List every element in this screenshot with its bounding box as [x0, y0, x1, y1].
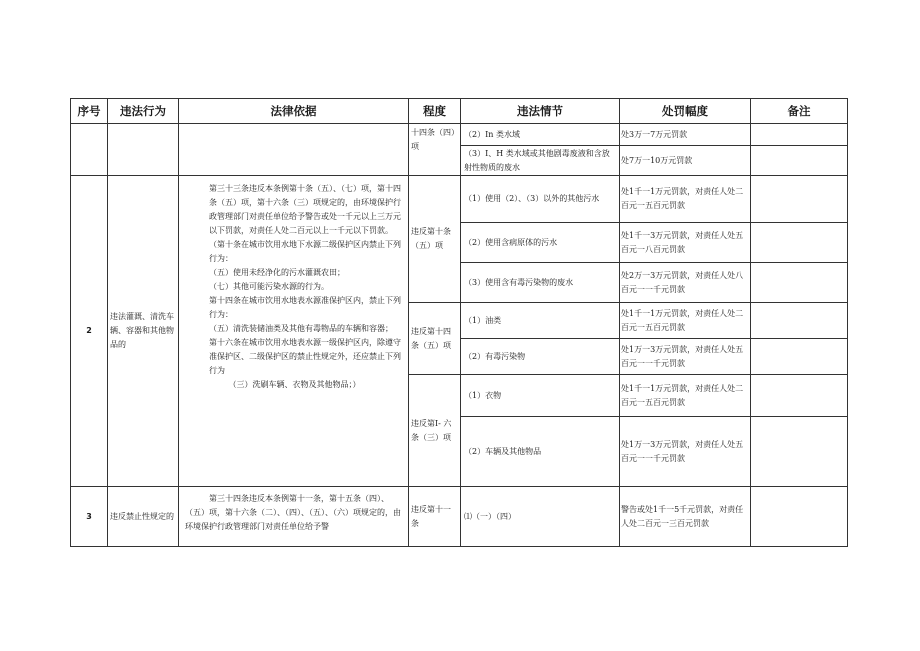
remarks-cell: [751, 176, 848, 223]
situation-cell: （1）衣物: [461, 375, 620, 417]
row2-degree-1: 违反第十条（五）项: [409, 176, 461, 303]
situation-cell: （2）车辆及其他物品: [461, 417, 620, 487]
situation-cell: （1）使用（2）、（3）以外的其他污水: [461, 176, 620, 223]
header-no: 序号: [71, 99, 108, 124]
header-remarks: 备注: [751, 99, 848, 124]
cont-degree-cell: 十四条（四）项: [409, 124, 461, 176]
situation-cell: （1）油类: [461, 303, 620, 339]
situation-cell: （2）使用含病原体的污水: [461, 223, 620, 263]
row2-act: 违法灌溉、清洗车辆、容器和其他物品的: [108, 176, 179, 487]
remarks-cell: [751, 487, 848, 547]
cont-basis-cell: [179, 124, 409, 176]
remarks-cell: [751, 303, 848, 339]
basis-paragraph: （七）其他可能污染水源的行为。: [209, 282, 329, 291]
situation-cell: （2）In 类水域: [461, 124, 620, 146]
header-degree: 程度: [409, 99, 461, 124]
row3-act: 违反禁止性规定的: [108, 487, 179, 547]
penalty-cell: 处1千一1万元罚款，对责任人处二百元一五百元罚款: [620, 176, 751, 223]
penalty-cell: 处7万一10万元罚款: [620, 146, 751, 176]
situation-cell: ⑴（一）（四）: [461, 487, 620, 547]
basis-paragraph: （五）清洗装储油类及其他有毒物品的车辆和容器；: [209, 324, 393, 333]
table-row: [71, 487, 848, 547]
basis-paragraph: （五）使用未经净化的污水灌溉农田；: [209, 268, 345, 277]
penalty-cell: 处2万一3万元罚款，对责任人处八百元一一千元罚款: [620, 263, 751, 303]
situation-cell: （3）I、H 类水域或其他剧毒废液和含放射性物质的废水: [461, 146, 620, 176]
header-act: 违法行为: [108, 99, 179, 124]
remarks-cell: [751, 375, 848, 417]
row2-degree-2: 违反第十四条（五）项: [409, 303, 461, 375]
remarks-cell: [751, 339, 848, 375]
penalty-cell: 处1千一3万元罚款，对责任人处五百元一八百元罚款: [620, 223, 751, 263]
remarks-cell: [751, 417, 848, 487]
penalty-cell: 处1千一1万元罚款，对责任人处二百元一五百元罚款: [620, 303, 751, 339]
row2-degree-3: 违反第I- 六 条（三）项: [409, 375, 461, 487]
row2-no: 2: [71, 176, 108, 487]
penalty-table: [70, 98, 848, 547]
header-penalty: 处罚幅度: [620, 99, 751, 124]
table-row: [71, 124, 848, 146]
row2-basis: [179, 176, 409, 487]
remarks-cell: [751, 124, 848, 146]
basis-paragraph: 第十四条在城市饮用水地表水源准保护区内，禁止下列行为：: [209, 296, 401, 319]
penalty-cell: 处3万一7万元罚款: [620, 124, 751, 146]
row3-no: 3: [71, 487, 108, 547]
penalty-cell: 警告或处1千一5千元罚款，对责任人处二百元一三百元罚款: [620, 487, 751, 547]
situation-cell: （3）使用含有毒污染物的废水: [461, 263, 620, 303]
remarks-cell: [751, 263, 848, 303]
header-situation: 违法情节: [461, 99, 620, 124]
table-row: [71, 176, 848, 223]
penalty-cell: 处1万一3万元罚款，对责任人处五百元一一千元罚款: [620, 339, 751, 375]
cont-act-cell: [108, 124, 179, 176]
header-basis: 法律依据: [179, 99, 409, 124]
penalty-cell: 处1万一3万元罚款，对责任人处五百元一一千元罚款: [620, 417, 751, 487]
basis-paragraph: 第十六条在城市饮用水地表水源一级保护区内，除遵守准保护区、二级保护区的禁止性规定外，还应禁止下列行为: [209, 338, 401, 375]
basis-paragraph: （第十条在城市饮用水地下水源二级保护区内禁止下列行为：: [209, 240, 401, 263]
penalty-cell: 处1千一1万元罚款，对责任人处二百元一五百元罚款: [620, 375, 751, 417]
basis-paragraph: 第三十三条违反本条例第十条（五）、（七）项，第十四条（五）项，第十六条（三）项规定的，由环境保护行政管理部门对责任单位给予警告或处一千元以上三万元以下罚款，对责任人处二百元以上一千元以下罚款。: [209, 184, 401, 235]
header-row: [71, 99, 848, 124]
remarks-cell: [751, 146, 848, 176]
cont-no-cell: [71, 124, 108, 176]
row3-degree: 违反第十一条: [409, 487, 461, 547]
remarks-cell: [751, 223, 848, 263]
situation-cell: （2）有毒污染物: [461, 339, 620, 375]
row3-basis: 第三十四条违反本条例第十一条，第十五条（四）、（五）项，第十六条（二）、（四）、（五）、（六）项规定的，由环境保护行政管理部门对责任单位给予警: [179, 487, 409, 547]
basis-paragraph: （三）洗刷车辆、衣物及其他物品；）: [228, 380, 361, 389]
